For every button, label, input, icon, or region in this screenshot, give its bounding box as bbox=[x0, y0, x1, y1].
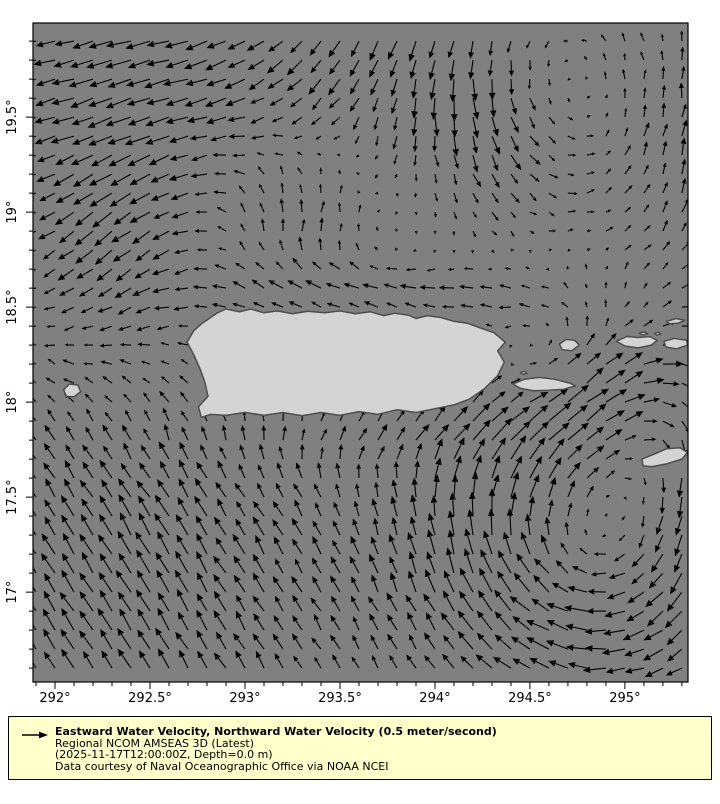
x-tick-label: 292° bbox=[39, 691, 71, 706]
legend-dataset-name: Regional NCOM AMSEAS 3D (Latest) bbox=[55, 736, 254, 750]
y-tick-label: 19.5° bbox=[5, 99, 20, 135]
x-tick-label: 293° bbox=[229, 691, 261, 706]
y-tick-label: 17° bbox=[5, 580, 20, 604]
island-puerto-rico bbox=[187, 309, 505, 417]
y-tick-label: 18.5° bbox=[5, 289, 20, 325]
x-tick-label: 292.5° bbox=[128, 691, 172, 706]
legend-attribution: Data courtesy of Naval Oceanographic Office via NOAA NCEI bbox=[55, 759, 389, 773]
legend-box bbox=[8, 716, 712, 780]
island-cay-2 bbox=[654, 332, 661, 335]
x-tick-label: 295° bbox=[609, 691, 641, 706]
y-tick-label: 18° bbox=[5, 390, 20, 414]
x-tick-label: 294° bbox=[419, 691, 451, 706]
legend-text bbox=[55, 717, 497, 772]
y-tick-label: 17.5° bbox=[5, 479, 20, 515]
quiver-key-arrow-icon bbox=[22, 730, 48, 740]
legend-title: Eastward Water Velocity, Northward Water Velocity (0.5 meter/second) bbox=[55, 725, 497, 738]
island-cay-3 bbox=[521, 371, 528, 374]
x-tick-label: 293.5° bbox=[318, 691, 362, 706]
legend-timestamp: (2025-11-17T12:00:00Z, Depth=0.0 m) bbox=[55, 748, 273, 762]
x-tick-label: 294.5° bbox=[508, 691, 552, 706]
y-tick-label: 19° bbox=[5, 200, 20, 224]
island-cay-1 bbox=[639, 332, 648, 335]
